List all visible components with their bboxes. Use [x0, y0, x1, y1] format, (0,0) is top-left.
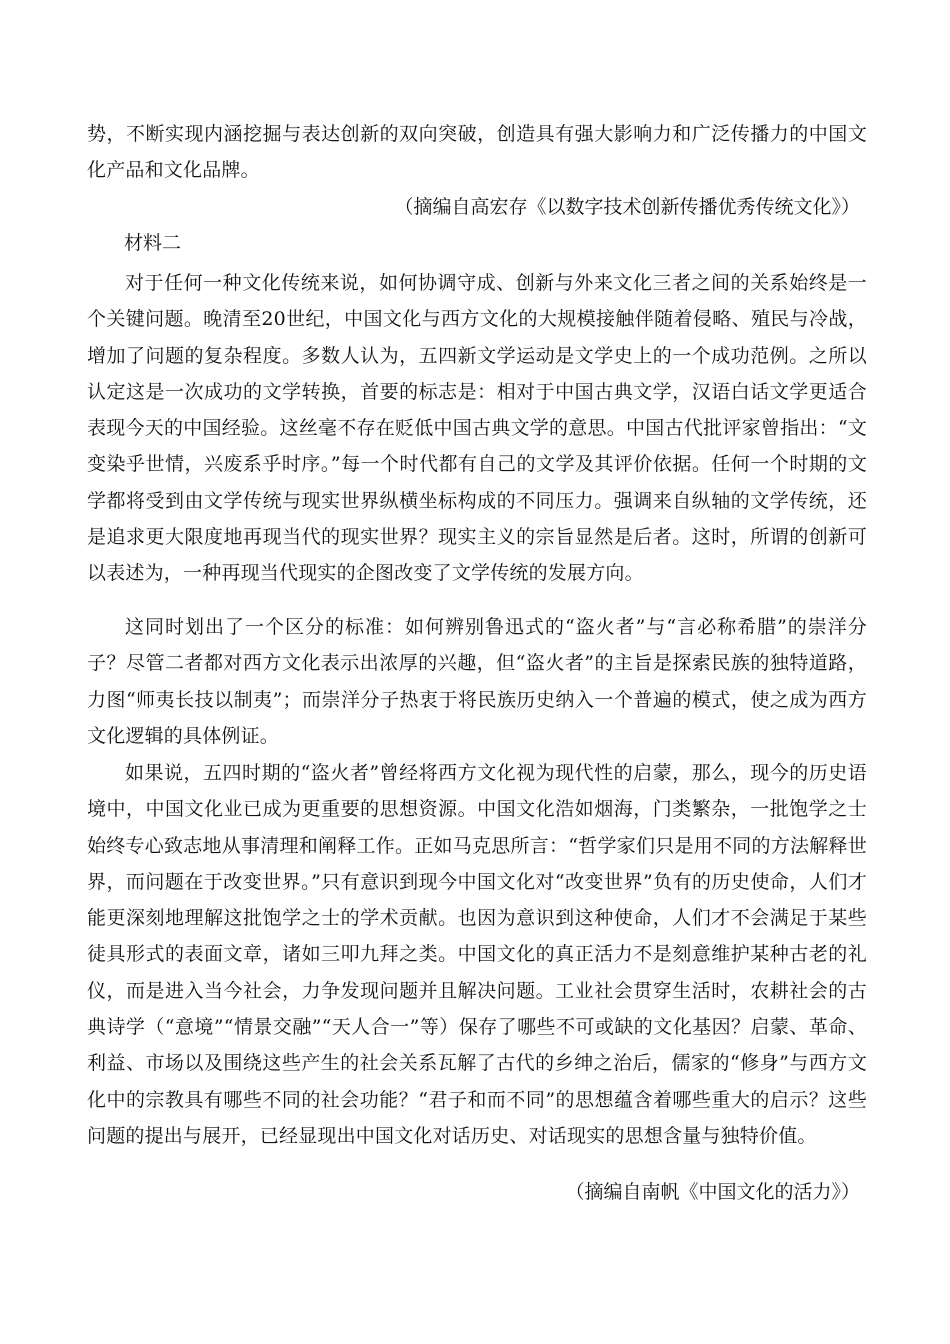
- material-2-heading: 材料二: [124, 232, 182, 254]
- continuation-paragraph: 势，不断实现内涵挖掘与表达创新的双向突破，创造具有强大影响力和广泛传播力的中国文化产品和文化品牌。: [87, 123, 867, 182]
- paragraph-1: 对于任何一种文化传统来说，如何协调守成、创新与外来文化三者之间的关系始终是一个关键问题。晚清至20世纪，中国文化与西方文化的大规模接触伴随着侵略、殖民与冷战，增加了问题的复杂程度。多数人认为，五四新文学运动是文学史上的一个成功范例。之所以认定这是一次成功的文学转换，首要的标志是：相对于中国古典文学，汉语白话文学更适合表现今天的中国经验。这丝毫不存在贬低中国古典文学的意思。中国古代批评家曾指出：“文变染乎世情，兴废系乎时序。”每一个时代都有自己的文学及其评价依据。任何一个时期的文学都将受到由文学传统与现实世界纵横坐标构成的不同压力。强调来自纵轴的文学传统，还是追求更大限度地再现当代的现实世界？现实主义的宗旨显然是后者。这时，所谓的创新可以表述为，一种再现当代现实的企图改变了文学传统的发展方向。: [87, 272, 867, 585]
- source-citation-2: （摘编自南帆《中国文化的活力》）: [565, 1181, 860, 1203]
- paragraph-2: 这同时划出了一个区分的标准：如何辨别鲁迅式的“盗火者”与“言必称希腊”的崇洋分子？尽管二者都对西方文化表示出浓厚的兴趣，但“盗火者”的主旨是探索民族的独特道路，力图“师夷长技以制夷”；而崇洋分子热衷于将民族历史纳入一个普遍的模式，使之成为西方文化逻辑的具体例证。: [87, 616, 867, 747]
- source-citation-1: （摘编自高宏存《以数字技术创新传播优秀传统文化》）: [394, 196, 860, 218]
- paragraph-3: 如果说，五四时期的“盗火者”曾经将西方文化视为现代性的启蒙，那么，现今的历史语境中，中国文化业已成为更重要的思想资源。中国文化浩如烟海，门类繁杂，一批饱学之士始终专心致志地从事清理和阐释工作。正如马克思所言：“哲学家们只是用不同的方法解释世界，而问题在于改变世界。”只有意识到现今中国文化对“改变世界”负有的历史使命，人们才能更深刻地理解这批饱学之士的学术贡献。也因为意识到这种使命，人们才不会满足于某些徒具形式的表面文章，诸如三叩九拜之类。中国文化的真正活力不是刻意维护某种古老的礼仪，而是进入当今社会，力争发现问题并且解决问题。工业社会贯穿生活时，农耕社会的古典诗学（“意境”“情景交融”“天人合一”等）保存了哪些不可或缺的文化基因？启蒙、革命、利益、市场以及围绕这些产生的社会关系瓦解了古代的乡绅之治后，儒家的“修身”与西方文化中的宗教具有哪些不同的社会功能？“君子和而不同”的思想蕴含着哪些重大的启示？这些问题的提出与展开，已经显现出中国文化对话历史、对话现实的思想含量与独特价值。: [87, 762, 867, 1147]
